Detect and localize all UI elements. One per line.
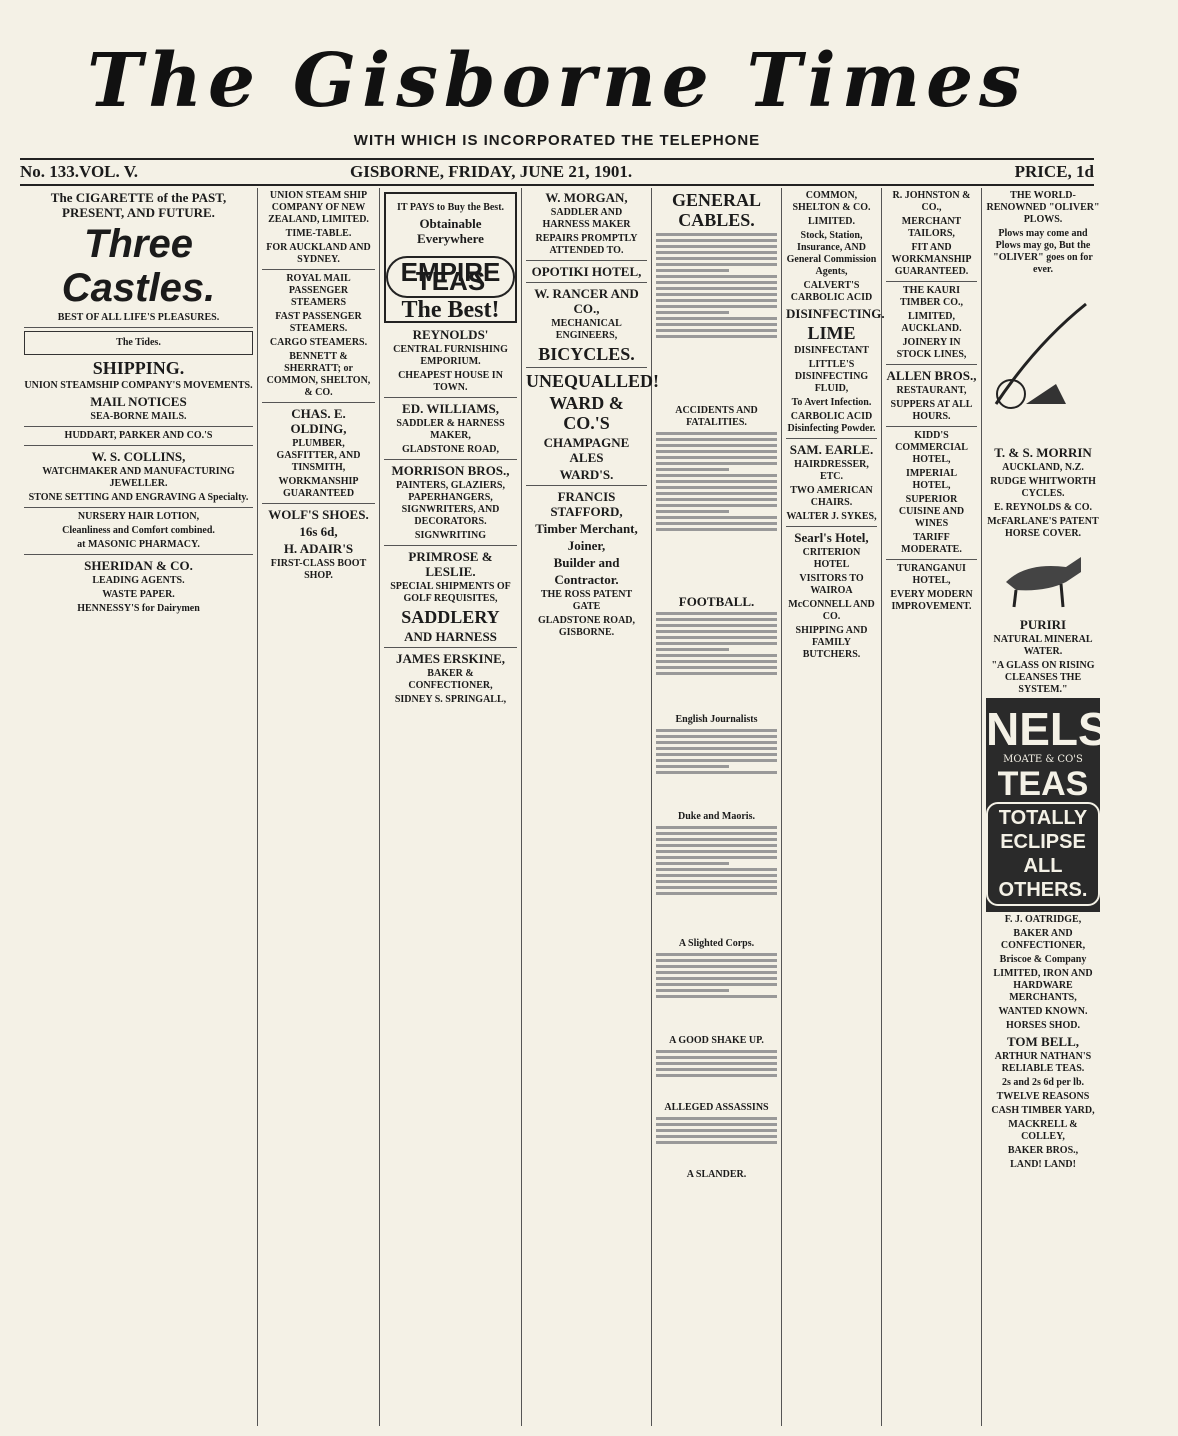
ward-heading: WARD & CO.'S <box>549 393 624 433</box>
text-line <box>656 329 777 332</box>
slighted-heading: A Slighted Corps. <box>678 938 755 949</box>
text-line <box>656 880 777 883</box>
football-text <box>656 612 777 712</box>
text-line <box>656 281 777 284</box>
littles-fluid: LITTLE'S DISINFECTING FLUID, <box>794 359 869 394</box>
text-line <box>656 995 777 998</box>
tariff: TARIFF MODERATE. <box>901 532 962 555</box>
primrose-heading: PRIMROSE & LESLIE. <box>408 549 493 579</box>
imperial-hotel: IMPERIAL HOTEL, <box>905 468 958 491</box>
williams-addr: GLADSTONE ROAD, <box>401 444 500 455</box>
bicycles: BICYCLES. <box>538 344 635 364</box>
repairs: REPAIRS PROMPTLY ATTENDED TO. <box>535 233 638 256</box>
tea-price: 2s and 2s 6d per lb. <box>1001 1077 1085 1088</box>
text-line <box>656 1123 777 1126</box>
text-line <box>656 624 777 627</box>
nelson-teas-ad <box>986 698 1178 912</box>
tom-bell: TOM BELL, <box>1006 1034 1079 1049</box>
wards: WARD'S. <box>559 467 614 482</box>
kidds-hotel: KIDD'S COMMERCIAL HOTEL, <box>895 430 968 465</box>
timetable: TIME-TABLE. <box>285 228 352 239</box>
wolfs-shoes: WOLF'S SHOES. <box>268 507 369 522</box>
text-line <box>656 741 777 744</box>
horse-illustration <box>986 542 1096 612</box>
searls-hotel: Searl's Hotel, <box>794 530 869 545</box>
text-line <box>656 456 777 459</box>
accidents-text <box>656 432 777 592</box>
column-5 <box>652 188 782 1426</box>
newspaper-title: The Gisborne Times <box>87 38 1027 124</box>
text-line <box>656 953 777 956</box>
dateline-bar <box>20 158 1094 186</box>
twelve-reasons: TWELVE REASONS <box>996 1091 1090 1102</box>
text-line <box>656 977 777 980</box>
morrin-sub: AUCKLAND, N.Z. <box>1002 462 1084 473</box>
column-4 <box>522 188 660 1426</box>
allen-bros: ALLEN BROS., <box>886 368 977 383</box>
price: PRICE, 1d <box>1014 162 1094 181</box>
patent-gate: THE ROSS PATENT GATE <box>540 589 633 612</box>
oliver-heading: THE WORLD-RENOWNED "OLIVER" PLOWS. <box>986 190 1100 225</box>
rancer-heading: W. RANCER AND CO., <box>534 286 639 316</box>
glass-cleanses: "A GLASS ON RISING CLEANSES THE SYSTEM." <box>991 660 1095 695</box>
opotiki-hotel: OPOTIKI HOTEL, <box>531 264 642 279</box>
williams-sub: SADDLER & HARNESS MAKER, <box>396 418 505 441</box>
sea-borne-mails: SEA-BORNE MAILS. <box>90 411 187 422</box>
text-line <box>656 257 777 260</box>
text-line <box>656 612 777 615</box>
land-land: LAND! LAND! <box>1010 1159 1076 1170</box>
text-line <box>656 771 777 774</box>
text-line <box>656 287 777 290</box>
general-cables: GENERAL CABLES. <box>671 190 761 230</box>
oatridge: F. J. OATRIDGE, <box>1004 914 1082 925</box>
text-line <box>656 504 777 507</box>
brand-tagline: BEST OF ALL LIFE'S PLEASURES. <box>57 312 220 323</box>
column-3 <box>380 188 522 1426</box>
column-6 <box>782 188 885 1426</box>
text-line <box>656 323 777 326</box>
briscoe-sub: LIMITED, IRON AND HARDWARE MERCHANTS, <box>993 968 1093 1003</box>
text-line <box>656 1141 777 1144</box>
cargo-steamers: CARGO STEAMERS. <box>269 337 368 348</box>
calverts: CALVERT'S CARBOLIC ACID <box>790 280 873 303</box>
text-line <box>656 856 777 859</box>
text-line <box>656 747 777 750</box>
text-line <box>656 765 729 768</box>
kauri-timber: THE KAURI TIMBER CO., <box>899 285 964 308</box>
duke-text <box>656 826 777 936</box>
mcconnell-sub: SHIPPING AND FAMILY BUTCHERS. <box>795 625 868 660</box>
text-line <box>656 642 777 645</box>
newspaper-subtitle: WITH WHICH IS INCORPORATED THE TELEPHONE <box>353 132 761 149</box>
erskine-sub: BAKER & CONFECTIONER, <box>408 668 493 691</box>
baker-bros: BAKER BROS., <box>1007 1145 1079 1156</box>
oatridge-sub: BAKER AND CONFECTIONER, <box>1000 928 1086 951</box>
carbolic-powder: CARBOLIC ACID Disinfecting Powder. <box>787 411 876 434</box>
text-line <box>656 480 777 483</box>
text-line <box>656 838 777 841</box>
horse-cover: McFARLANE'S PATENT HORSE COVER. <box>987 516 1099 539</box>
contractor: Contractor. <box>554 572 619 587</box>
text-line <box>656 630 777 633</box>
harness: AND HARNESS <box>404 629 497 644</box>
text-line <box>656 850 777 853</box>
text-line <box>656 735 777 738</box>
common-shelton: COMMON, SHELTON & CO. <box>792 190 871 213</box>
column-8 <box>982 188 1178 1426</box>
slighted-text <box>656 953 777 1033</box>
williams-heading: ED. WILLIAMS, <box>402 401 499 416</box>
text-line <box>656 983 777 986</box>
restaurant: RESTAURANT, <box>896 385 967 396</box>
johnston-sub: MERCHANT TAILORS, <box>901 216 962 239</box>
text-line <box>656 251 777 254</box>
disinfectant: DISINFECTANT <box>794 345 869 356</box>
joiner: Joiner, <box>567 538 606 553</box>
football-heading: FOOTBALL. <box>678 594 755 609</box>
empire-teas-ad <box>384 192 517 323</box>
text-line <box>656 753 777 756</box>
text-line <box>656 666 777 669</box>
huddart-heading: HUDDART, PARKER AND CO.'S <box>64 430 213 441</box>
plough-illustration <box>986 284 1096 434</box>
improvement: EVERY MODERN IMPROVEMENT. <box>890 589 973 612</box>
columns <box>20 188 1178 1426</box>
text-line <box>656 510 729 513</box>
reynolds-heading: REYNOLDS' <box>412 327 489 342</box>
text-line <box>656 311 729 314</box>
text-line <box>656 1074 777 1077</box>
text-line <box>656 293 777 296</box>
text-line <box>656 1062 777 1065</box>
visitors-wairoa: VISITORS TO WAIROA <box>799 573 864 596</box>
horses-shod: HORSES SHOD. <box>1006 1020 1080 1031</box>
saddlery: SADDLERY <box>401 607 500 627</box>
unequalled: UNEQUALLED! <box>526 371 660 391</box>
olding-heading: CHAS. E. OLDING, <box>290 406 347 436</box>
text-line <box>656 1135 777 1138</box>
masthead <box>0 0 1114 149</box>
rudge: RUDGE WHITWORTH CYCLES. <box>990 476 1096 499</box>
text-line <box>656 438 777 441</box>
text-line <box>656 233 777 236</box>
text-line <box>656 1068 777 1071</box>
morgan-sub: SADDLER AND HARNESS MAKER <box>542 207 631 230</box>
lime: LIME <box>807 323 856 343</box>
stock-agents: Stock, Station, Insurance, AND General Commission Agents, <box>786 230 877 277</box>
text-line <box>656 239 777 242</box>
column-2 <box>258 188 380 1426</box>
empire-foot: The Best! <box>401 297 500 323</box>
text-line <box>656 486 777 489</box>
union-steamship: UNION STEAM SHIP COMPANY OF NEW ZEALAND, LIMITED. <box>268 190 369 225</box>
text-line <box>656 450 777 453</box>
builder: Builder and <box>553 555 620 570</box>
signwriting: SIGNWRITING <box>414 530 487 541</box>
avert-infection: To Avert Infection. <box>791 397 872 408</box>
for-sydney: FOR AUCKLAND AND SYDNEY. <box>266 242 371 265</box>
mackrell-colley: MACKRELL & COLLEY, <box>1008 1119 1078 1142</box>
oliver-sub: Plows may come and Plows may go, But the "OLIVER" goes on for ever. <box>993 228 1093 275</box>
text-line <box>656 729 777 732</box>
issue-number: No. 133.VOL. V. <box>20 162 139 181</box>
eclipse-all-others: TOTALLY ECLIPSE ALL OTHERS. <box>986 802 1100 906</box>
text-line <box>656 971 777 974</box>
collins-sub: WATCHMAKER AND MANUFACTURING JEWELLER. <box>42 466 235 489</box>
mail-notices-heading: MAIL NOTICES <box>90 394 187 409</box>
text-line <box>656 826 777 829</box>
shakeup-text <box>656 1050 777 1100</box>
journalists-text <box>656 729 777 809</box>
shakeup-heading: A GOOD SHAKE UP. <box>669 1035 764 1046</box>
morrison-sub: PAINTERS, GLAZIERS, PAPERHANGERS, SIGNWRITERS, AND DECORATORS. <box>395 480 505 527</box>
text-line <box>656 1129 777 1132</box>
nelson-sub: MOATE & CO'S <box>1003 754 1083 765</box>
union-movements-heading: UNION STEAMSHIP COMPANY'S MOVEMENTS. <box>24 380 253 391</box>
text-line <box>656 522 777 525</box>
text-line <box>656 492 777 495</box>
morrison-heading: MORRISON BROS., <box>391 463 510 478</box>
criterion-hotel: CRITERION HOTEL <box>802 547 861 570</box>
text-line <box>656 862 729 865</box>
text-line <box>656 462 777 465</box>
text-line <box>656 498 777 501</box>
text-line <box>656 892 777 895</box>
shoe-price: 16s 6d, <box>299 524 338 539</box>
champagne-ales: CHAMPAGNE ALES <box>543 435 630 465</box>
mcconnell: McCONNELL AND CO. <box>788 599 875 622</box>
three-castles-brand: Three Castles. <box>61 222 216 310</box>
text-line <box>656 672 777 675</box>
earle-heading: SAM. EARLE. <box>789 442 874 457</box>
text-line <box>656 660 777 663</box>
common-limited: LIMITED. <box>808 216 855 227</box>
erskine-heading: JAMES ERSKINE, <box>395 651 506 666</box>
text-line <box>656 844 777 847</box>
sheridan-sub: LEADING AGENTS. <box>92 575 185 586</box>
empire-mid: Obtainable Everywhere <box>417 216 484 246</box>
adair-sub: FIRST-CLASS BOOT SHOP. <box>270 558 367 581</box>
adair-heading: H. ADAIR'S <box>283 541 354 556</box>
sheridan-heading: SHERIDAN & CO. <box>84 558 193 573</box>
puriri-sub: NATURAL MINERAL WATER. <box>993 634 1093 657</box>
text-line <box>656 245 777 248</box>
shipping-heading: SHIPPING. <box>92 358 185 378</box>
kauri-sub: LIMITED, AUCKLAND. <box>901 311 962 334</box>
stafford-heading: FRANCIS STAFFORD, <box>550 489 623 519</box>
text-line <box>656 648 729 651</box>
text-line <box>656 618 777 621</box>
rancer-sub: MECHANICAL ENGINEERS, <box>551 318 622 341</box>
tides-table <box>24 331 253 355</box>
stone-setting: STONE SETTING AND ENGRAVING A Specialty. <box>28 492 249 503</box>
text-line <box>656 886 777 889</box>
workmanship: WORKMANSHIP GUARANTEED <box>278 476 359 499</box>
text-line <box>656 959 777 962</box>
nelson: NELSON <box>986 703 1178 755</box>
text-line <box>656 432 777 435</box>
primrose-sub: SPECIAL SHIPMENTS OF GOLF REQUISITES, <box>390 581 511 604</box>
waste-paper: WASTE PAPER. <box>102 589 175 600</box>
text-line <box>656 263 777 266</box>
accidents-heading: ACCIDENTS AND FATALITIES. <box>675 405 758 428</box>
american-chairs: TWO AMERICAN CHAIRS. <box>790 485 873 508</box>
cuisine: SUPERIOR CUISINE AND WINES <box>898 494 965 529</box>
masonic-pharmacy: at MASONIC PHARMACY. <box>77 539 200 550</box>
cheapest-house: CHEAPEST HOUSE IN TOWN. <box>398 370 503 393</box>
journalists-heading: English Journalists <box>675 714 758 725</box>
text-line <box>656 759 777 762</box>
collins-heading: W. S. COLLINS, <box>91 449 186 464</box>
column-7 <box>882 188 982 1426</box>
suppers: SUPPERS AT ALL HOURS. <box>890 399 973 422</box>
royal-mail: ROYAL MAIL PASSENGER STEAMERS <box>286 273 351 308</box>
assassins-text <box>656 1117 777 1167</box>
text-line <box>656 516 777 519</box>
text-line <box>656 654 777 657</box>
text-line <box>656 317 777 320</box>
empire-top: IT PAYS to Buy the Best. <box>396 202 505 213</box>
text-line <box>656 468 729 471</box>
duke-heading: Duke and Maoris. <box>678 811 755 822</box>
hennessy: HENNESSY'S for Dairymen <box>77 603 200 614</box>
wanted-known: WANTED KNOWN. <box>998 1006 1088 1017</box>
text-line <box>656 868 777 871</box>
nathan-teas: ARTHUR NATHAN'S RELIABLE TEAS. <box>994 1051 1092 1074</box>
cigarette-heading: The CIGARETTE of the PAST, PRESENT, AND FUTURE. <box>50 190 227 220</box>
briscoe: Briscoe & Company <box>999 954 1087 965</box>
puriri: PURIRI <box>1019 617 1067 632</box>
text-line <box>656 275 777 278</box>
text-line <box>656 989 729 992</box>
assassins-heading: ALLEGED ASSASSINS <box>664 1102 769 1113</box>
text-line <box>656 269 729 272</box>
publication-date: GISBORNE, FRIDAY, JUNE 21, 1901. <box>350 162 633 181</box>
text-line <box>656 299 777 302</box>
text-line <box>656 874 777 877</box>
slander-heading: A SLANDER. <box>686 1169 747 1180</box>
text-line <box>656 444 777 447</box>
text-line <box>656 305 777 308</box>
morrin: T. & S. MORRIN <box>994 445 1092 460</box>
timber-merchant: Timber Merchant, <box>535 521 638 536</box>
morgan-heading: W. MORGAN, <box>545 190 628 205</box>
turanganui-hotel: TURANGANUI HOTEL, <box>897 563 966 586</box>
earle-sub: HAIRDRESSER, ETC. <box>794 459 869 482</box>
cables-text <box>656 233 777 403</box>
text-line <box>656 1117 777 1120</box>
reynolds-co: E. REYNOLDS & CO. <box>993 502 1093 513</box>
text-line <box>656 832 777 835</box>
nelson-teas: TEAS <box>997 765 1089 803</box>
tides-heading: The Tides. <box>116 337 161 348</box>
olding-sub: PLUMBER, GASFITTER, AND TINSMITH, <box>276 438 361 473</box>
disinfecting: DISINFECTING. <box>786 306 885 321</box>
joinery: JOINERY IN STOCK LINES, <box>896 337 967 360</box>
bennett-sherratt: BENNETT & SHERRATT; or COMMON, SHELTON, & CO. <box>266 351 371 398</box>
fast-steamers: FAST PASSENGER STEAMERS. <box>275 311 362 334</box>
text-line <box>656 1056 777 1059</box>
sykes: WALTER J. SYKES, <box>786 511 877 522</box>
nursery-lotion: NURSERY HAIR LOTION, <box>77 511 200 522</box>
stafford-addr: GLADSTONE ROAD, GISBORNE. <box>537 615 636 638</box>
reynolds-sub: CENTRAL FURNISHING EMPORIUM. <box>393 344 508 367</box>
text-line <box>656 474 777 477</box>
cash-timber-yard: CASH TIMBER YARD, <box>991 1105 1095 1116</box>
fit-workmanship: FIT AND WORKMANSHIP GUARANTEED. <box>891 242 972 277</box>
text-line <box>656 965 777 968</box>
nursery-sub: Cleanliness and Comfort combined. <box>62 525 215 536</box>
johnston: R. JOHNSTON & CO., <box>892 190 971 213</box>
text-line <box>656 636 777 639</box>
text-line <box>656 1050 777 1053</box>
text-line <box>656 528 777 531</box>
column-1 <box>20 188 258 1426</box>
empire-brand: EMPIRE TEAS <box>386 256 515 298</box>
text-line <box>656 335 777 338</box>
springall: SIDNEY S. SPRINGALL, <box>394 694 507 705</box>
